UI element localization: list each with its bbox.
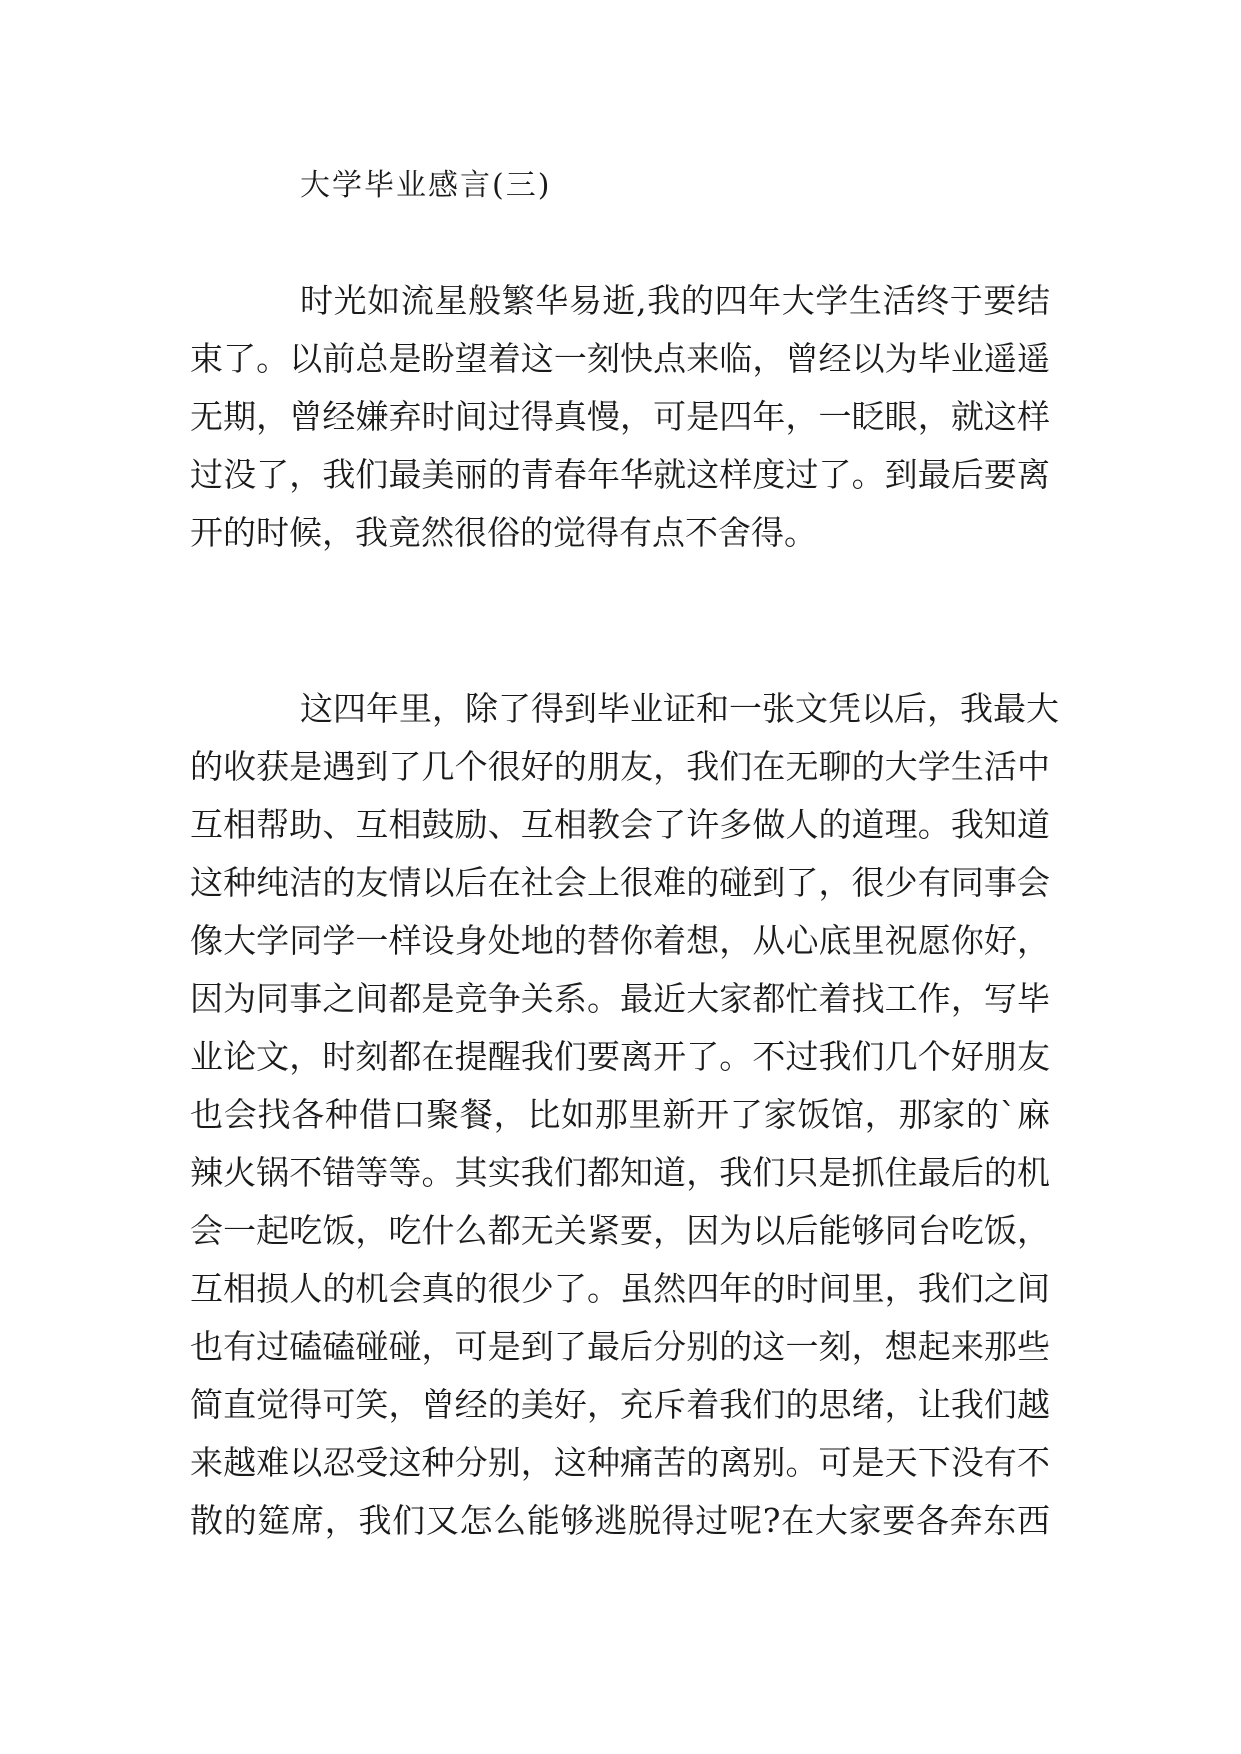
paragraph-line: 这四年里，除了得到毕业证和一张文凭以后，我最大: [300, 689, 1059, 728]
paragraph-line: 业论文，时刻都在提醒我们要离开了。不过我们几个好朋友: [190, 1037, 1050, 1076]
paragraph-line: 的收获是遇到了几个很好的朋友，我们在无聊的大学生活中: [190, 747, 1050, 786]
paragraph-line: 互相损人的机会真的很少了。虽然四年的时间里，我们之间: [190, 1269, 1050, 1308]
paragraph-line: 散的筵席，我们又怎么能够逃脱得过呢?在大家要各奔东西: [190, 1501, 1050, 1540]
paragraph-line: 也会找各种借口聚餐，比如那里新开了家饭馆，那家的`麻: [190, 1095, 1050, 1134]
paragraph-line: 时光如流星般繁华易逝,我的四年大学生活终于要结: [300, 281, 1050, 320]
paragraph-line: 无期，曾经嫌弃时间过得真慢，可是四年，一眨眼，就这样: [190, 397, 1050, 436]
paragraph-line: 来越难以忍受这种分别，这种痛苦的离别。可是天下没有不: [190, 1443, 1050, 1482]
paragraph-line: 这种纯洁的友情以后在社会上很难的碰到了，很少有同事会: [190, 863, 1050, 902]
paragraph-2: [190, 680, 1059, 1550]
paragraph-line: 因为同事之间都是竞争关系。最近大家都忙着找工作，写毕: [190, 979, 1050, 1018]
paragraph-line: 束了。以前总是盼望着这一刻快点来临，曾经以为毕业遥遥: [190, 339, 1050, 378]
paragraph-line: 会一起吃饭，吃什么都无关紧要，因为以后能够同台吃饭，: [190, 1211, 1050, 1250]
paragraph-line: 辣火锅不错等等。其实我们都知道，我们只是抓住最后的机: [190, 1153, 1050, 1192]
paragraph-line: 过没了，我们最美丽的青春年华就这样度过了。到最后要离: [190, 455, 1050, 494]
paragraph-1: [190, 272, 1050, 562]
paragraph-line: 简直觉得可笑，曾经的美好，充斥着我们的思绪，让我们越: [190, 1385, 1050, 1424]
paragraph-line: 互相帮助、互相鼓励、互相教会了许多做人的道理。我知道: [190, 805, 1050, 844]
document-title: 大学毕业感言(三): [300, 168, 552, 203]
paragraph-line: 开的时候，我竟然很俗的觉得有点不舍得。: [190, 513, 817, 552]
paragraph-line: 像大学同学一样设身处地的替你着想，从心底里祝愿你好，: [190, 921, 1050, 960]
paragraph-line: 也有过磕磕碰碰，可是到了最后分别的这一刻，想起来那些: [190, 1327, 1050, 1366]
